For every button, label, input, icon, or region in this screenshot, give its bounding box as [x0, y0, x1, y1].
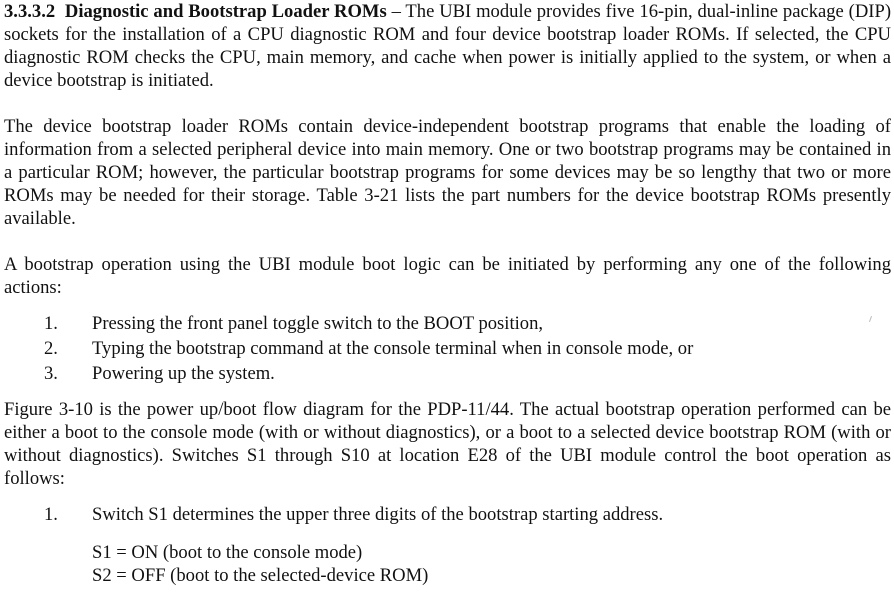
list-gap	[4, 490, 891, 502]
bootstrap-operation-paragraph: A bootstrap operation using the UBI module boot logic can be initiated by performing any one of the following actions:	[4, 254, 891, 298]
list-item-number: 2.	[44, 338, 58, 359]
list-item-text: Switch S1 determines the upper three digits of the bootstrap starting address.	[92, 504, 664, 525]
list-item-number: 1.	[44, 504, 58, 525]
paragraph-gap	[4, 386, 891, 398]
switch-settings	[4, 541, 891, 587]
list-item	[4, 502, 891, 527]
document-page	[4, 0, 891, 587]
list-item-text: Typing the bootstrap command at the console terminal when in console mode, or	[92, 338, 694, 359]
boot-flow-paragraph: Figure 3-10 is the power up/boot flow diagram for the PDP-11/44. The actual bootstrap operation performed can be either a boot to the console mode (with or without diagnostics), or a boot to a selected device bootstrap ROM (with or without diagnostics). Switches S1 through S10 at location E28 of the UBI module control the boot operation as follows:	[4, 399, 891, 489]
title-dash: –	[386, 1, 406, 22]
switch-setting-s1: S1 = ON (boot to the console mode)	[92, 542, 363, 563]
list-gap	[4, 299, 891, 311]
list-item	[4, 361, 891, 386]
list-item-text: Powering up the system.	[92, 363, 275, 384]
section-number: 3.3.3.2	[4, 1, 56, 22]
switch-list	[4, 502, 891, 527]
list-gap	[4, 527, 891, 541]
bootstrap-roms-paragraph: The device bootstrap loader ROMs contain device-independent bootstrap programs that enable the loading of information from a selected peripheral device into main memory. One or two bootstrap programs may be contained in a particular ROM; however, the particular bootstrap programs for some devices may be so lengthy that two or more ROMs may be needed for their storage. Table 3-21 lists the part numbers for the device bootstrap ROMs presently available.	[4, 116, 891, 229]
list-item-number: 3.	[44, 363, 58, 384]
paragraph-gap	[4, 230, 891, 253]
list-item	[4, 336, 891, 361]
list-item-text: Pressing the front panel toggle switch to the BOOT position,	[92, 313, 544, 334]
actions-list	[4, 311, 891, 386]
paragraph-gap	[4, 92, 891, 115]
section-title: Diagnostic and Bootstrap Loader ROMs	[64, 1, 387, 22]
switch-setting-s2: S2 = OFF (boot to the selected-device ROM)	[92, 565, 429, 586]
list-item-number: 1.	[44, 313, 58, 334]
list-item	[4, 311, 891, 336]
section-intro: The UBI module provides five 16-pin, dual-inline package (DIP) sockets for the installation of a CPU diagnostic ROM and four device bootstrap loader ROMs. If selected, the CPU diagnostic ROM checks the CPU, main memory, and cache when power is initially applied to the system, or when a device bootstrap is initiated.	[4, 1, 892, 91]
section-paragraph	[4, 0, 891, 92]
